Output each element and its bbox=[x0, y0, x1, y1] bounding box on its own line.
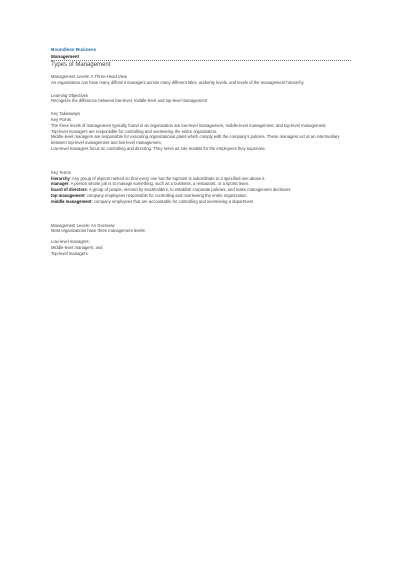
overview-text: Most organizations have three management levels: bbox=[51, 228, 146, 234]
overview-heading: Management Levels: An Overview bbox=[51, 222, 115, 228]
level-item: Middle-level managers; and bbox=[51, 244, 103, 250]
level-item: Top-level managers. bbox=[51, 250, 89, 256]
term-definition: : A group of people, elected by stockholders, to establish corporate policies, and make management decisions. bbox=[86, 187, 292, 193]
term-definition: : A person whose job is to manage something, such as a business, a restaurant, or a sports team. bbox=[68, 181, 250, 187]
topic-title: Types of Management bbox=[51, 62, 111, 68]
term-label: hierarchy bbox=[51, 175, 70, 181]
terms-heading: Key Terms bbox=[51, 169, 71, 175]
term-label: top management bbox=[51, 192, 85, 198]
key-point: The three levels of management typically found in an organization are low-level management, middle-level management, and top-level management. bbox=[51, 122, 327, 128]
intro-text: An organization can have many different managers across many different titles, authority levels, and levels of the management hierarchy. bbox=[51, 79, 305, 85]
term-definition: : company employees responsible for controlling and overseeing the entire organization bbox=[84, 192, 247, 198]
intro-heading: Management Levels: A Three-Head View bbox=[51, 74, 127, 79]
key-points-heading: Key Points bbox=[51, 116, 72, 122]
objectives-text: Recognize the difference between low-level, middle-level and top-level management bbox=[51, 98, 208, 104]
key-point: Middle-level managers are responsible for executing organizational plans which comply with the company's policies. These managers act at an intermediary between top-level management and low-level management. bbox=[51, 134, 340, 146]
level-item: Low-level managers; bbox=[51, 239, 90, 245]
term-label: middle management bbox=[51, 198, 92, 204]
term-label: board of directors bbox=[51, 187, 87, 193]
term-label: manager bbox=[51, 181, 69, 187]
key-point: Top-level managers are responsible for controlling and overseeing the entire organization. bbox=[51, 128, 218, 134]
key-point: Low-level managers focus on controlling and directing. They serve as role models for the employees they supervise. bbox=[51, 145, 266, 151]
term-definition: : company employees that are accountable for controlling and overseeing a department bbox=[91, 198, 254, 204]
section-title: Management bbox=[51, 54, 351, 62]
takeaways-heading: Key Takeaways bbox=[51, 111, 81, 117]
brand-title: Boundless Business bbox=[51, 47, 97, 52]
objectives-heading: Learning Objectives bbox=[51, 92, 89, 98]
term-definition: : Any group of objects ranked so that every one but the topmost is subordinate to a specified one above it. bbox=[69, 175, 266, 181]
document-content bbox=[51, 47, 351, 257]
